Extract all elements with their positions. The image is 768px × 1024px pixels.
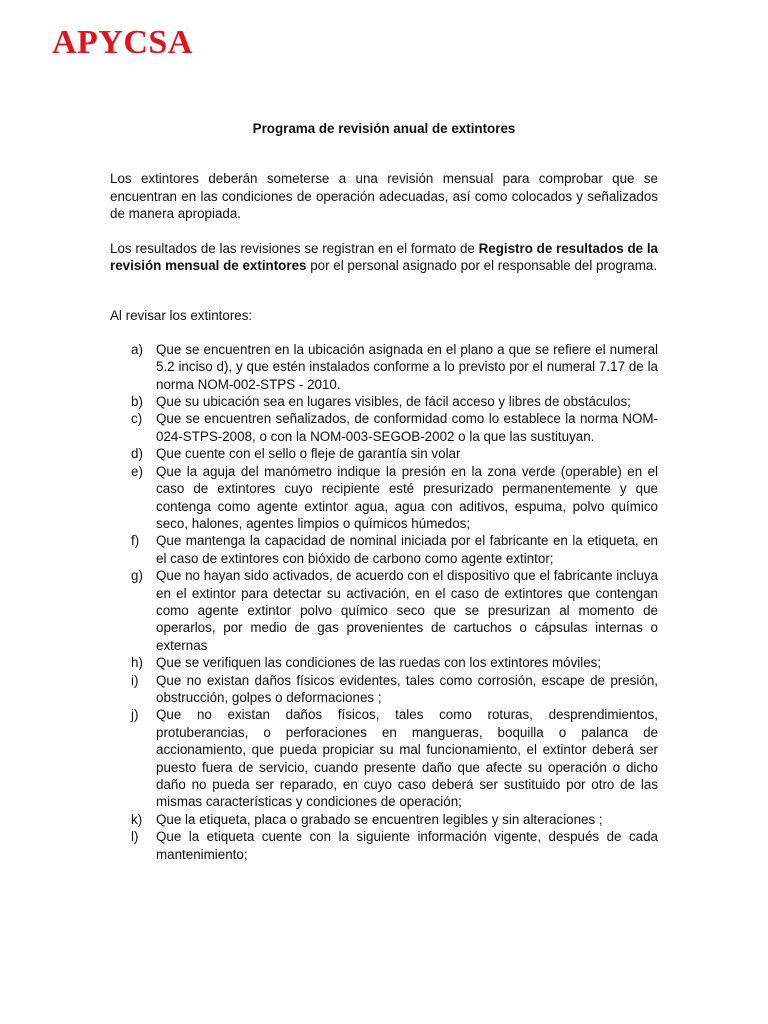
list-intro: Al revisar los extintores:	[110, 308, 253, 324]
list-item	[110, 706, 658, 810]
list-item-text: Que se encuentren señalizados, de conformidad como lo establece la norma NOM-024-STPS-2008, o con la NOM-003-SEGOB-2002 o la que las sustituyan.	[156, 411, 658, 444]
list-item	[110, 341, 658, 393]
document-title: Programa de revisión anual de extintores	[252, 121, 516, 136]
paragraph-resultados	[110, 240, 658, 275]
list-item-text: Que la etiqueta cuente con la siguiente información vigente, después de cada mantenimiento;	[156, 829, 658, 862]
list-item	[110, 567, 658, 654]
list-item	[110, 672, 658, 707]
list-item-text: Que se verifiquen las condiciones de las ruedas con los extintores móviles;	[156, 655, 602, 671]
document-body	[110, 120, 658, 863]
list-item-text: Que cuente con el sello o fleje de garantía sin volar	[156, 446, 461, 462]
list-item-text: Que la etiqueta, placa o grabado se encuentren legibles y sin alteraciones ;	[156, 811, 603, 827]
list-item-text: Que no hayan sido activados, de acuerdo con el dispositivo que el fabricante incluya en el extintor para detectar su activación, en el caso de extintores que contengan como agente extintor polvo químico seco que se presurizan al momento de operarlos, por medio de gas provenientes de cartuchos o cápsulas internas o externas	[156, 568, 658, 653]
list-item-text: Que se encuentren en la ubicación asignada en el plano a que se refiere el numeral 5.2 inciso d), y que estén instalados conforme a lo previsto por el numeral 7.17 de la norma NOM-002-STPS - 2010.	[156, 341, 658, 392]
paragraph-resultados-start: Los resultados de las revisiones se registran en el formato de	[110, 240, 479, 256]
list-item	[110, 410, 658, 445]
list-marker: b)	[131, 394, 143, 410]
list-marker: g)	[131, 568, 143, 584]
list-marker: c)	[131, 411, 143, 427]
list-item	[110, 445, 658, 462]
list-item-text: Que la aguja del manómetro indique la presión en la zona verde (operable) en el caso de extintores cuyo recipiente esté presurizado permanentemente y que contenga como agente extintor agua, agua con aditivos, espuma, polvo químico seco, halones, agentes limpios o químicos húmedos;	[156, 463, 658, 531]
list-marker: h)	[131, 655, 143, 671]
registro-format-name: Registro de resultados de la revisión mensual de extintores	[110, 240, 658, 274]
paragraph-revision-mensual: Los extintores deberán someterse a una revisión mensual para comprobar que se encuentran en las condiciones de operación adecuadas, así como colocados y señalizados de manera apropiada.	[110, 171, 658, 222]
list-marker: l)	[131, 829, 139, 845]
list-marker: e)	[131, 463, 143, 479]
paragraph-resultados-end: por el personal asignado por el responsable del programa.	[306, 258, 658, 274]
list-item	[110, 811, 658, 828]
list-marker: k)	[131, 811, 143, 827]
list-marker: j)	[131, 707, 139, 723]
list-item	[110, 532, 658, 567]
list-item	[110, 463, 658, 533]
list-item-text: Que mantenga la capacidad de nominal iniciada por el fabricante en la etiqueta, en el caso de extintores con bióxido de carbono como agente extintor;	[156, 533, 658, 566]
list-item-text: Que no existan daños físicos, tales como roturas, desprendimientos, protuberancias, o perforaciones en mangueras, boquilla o palanca de accionamiento, que pueda propiciar su mal funcionamiento, el extintor deberá ser puesto fuera de servicio, cuando presente daño que afecte su operación o dicho daño no pueda ser reparado, en cuyo caso deberá ser sustituido por otro de las mismas características y condiciones de operación;	[156, 707, 658, 810]
list-item	[110, 828, 658, 863]
company-logo: APYCSA	[52, 24, 193, 61]
list-marker: f)	[131, 533, 140, 549]
list-marker: a)	[131, 341, 143, 357]
list-marker: d)	[131, 446, 143, 462]
list-item	[110, 393, 658, 410]
revision-checklist	[110, 341, 658, 863]
list-item-text: Que su ubicación sea en lugares visibles, de fácil acceso y libres de obstáculos;	[156, 394, 631, 410]
list-marker: i)	[131, 672, 139, 688]
list-item-text: Que no existan daños físicos evidentes, tales como corrosión, escape de presión, obstrucción, golpes o deformaciones ;	[156, 672, 658, 705]
list-item	[110, 654, 658, 671]
